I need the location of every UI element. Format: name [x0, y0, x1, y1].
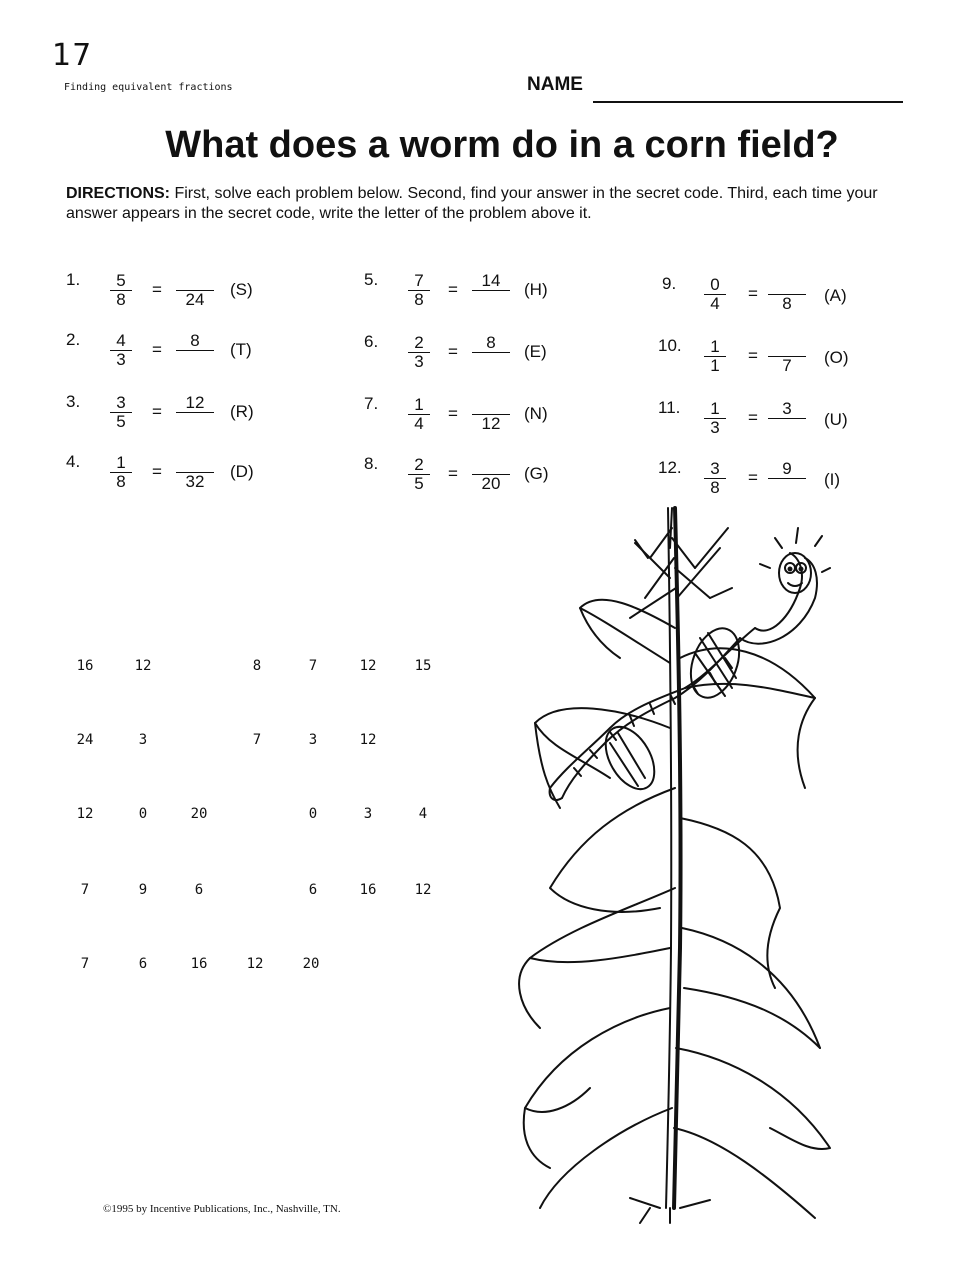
problem-letter: (S): [230, 280, 253, 299]
code-blank[interactable]: [120, 730, 166, 748]
denominator: [472, 353, 510, 371]
denominator: 7: [782, 356, 792, 375]
code-number: 0: [138, 806, 148, 822]
problem-number: 6.: [364, 332, 379, 351]
numerator: 5: [110, 272, 132, 291]
given-fraction: [408, 334, 430, 371]
problem-number: 7.: [364, 394, 379, 413]
code-blank[interactable]: [400, 880, 446, 898]
code-blank[interactable]: [290, 804, 336, 822]
denominator: 12: [481, 414, 501, 433]
problem-number: 8.: [364, 454, 379, 473]
problem-letter: (T): [230, 340, 252, 359]
denominator: 32: [185, 472, 205, 491]
code-blank[interactable]: [120, 656, 166, 674]
equals-sign: =: [748, 284, 758, 303]
problem-letter: (D): [230, 462, 254, 481]
equals-sign: =: [448, 342, 458, 361]
name-input-line[interactable]: [593, 101, 903, 103]
answer-fraction[interactable]: [176, 332, 214, 369]
code-blank[interactable]: [234, 656, 280, 674]
code-blank[interactable]: [62, 804, 108, 822]
code-blank[interactable]: [288, 954, 334, 972]
code-number: 7: [80, 956, 90, 972]
code-number: 6: [138, 956, 148, 972]
problem-number: 11.: [658, 398, 681, 417]
denominator: 5: [414, 474, 424, 493]
given-fraction: [110, 394, 132, 431]
numerator: 1: [704, 400, 726, 419]
equals-sign: =: [152, 340, 162, 359]
code-number: 7: [252, 732, 262, 748]
numerator: 8: [176, 332, 214, 351]
answer-fraction[interactable]: [472, 272, 510, 309]
numerator: 7: [408, 272, 430, 291]
code-blank[interactable]: [120, 954, 166, 972]
denominator: 3: [414, 352, 424, 371]
answer-fraction[interactable]: [768, 338, 806, 375]
code-number: 7: [308, 658, 318, 674]
copyright-notice: ©1995 by Incentive Publications, Inc., Nashville, TN.: [103, 1203, 341, 1215]
answer-fraction[interactable]: [768, 400, 806, 437]
code-number: 3: [363, 806, 373, 822]
given-fraction: [704, 400, 726, 437]
code-blank[interactable]: [345, 656, 391, 674]
corn-stalk-illustration: [470, 488, 850, 1228]
problem-number: 3.: [66, 392, 81, 411]
numerator: 4: [110, 332, 132, 351]
code-number: 9: [138, 882, 148, 898]
page-title: What does a worm do in a corn field?: [165, 124, 839, 166]
denominator: 8: [116, 472, 126, 491]
code-blank[interactable]: [345, 880, 391, 898]
numerator: [176, 454, 214, 473]
numerator: 12: [176, 394, 214, 413]
code-number: 16: [76, 658, 94, 674]
code-blank[interactable]: [400, 656, 446, 674]
code-number: 3: [138, 732, 148, 748]
problem-letter: (G): [524, 464, 549, 483]
equals-sign: =: [748, 408, 758, 427]
numerator: 1: [408, 396, 430, 415]
code-blank[interactable]: [290, 656, 336, 674]
given-fraction: [110, 272, 132, 309]
denominator: [472, 291, 510, 309]
numerator: 1: [704, 338, 726, 357]
code-number: 12: [359, 658, 377, 674]
code-blank[interactable]: [345, 804, 391, 822]
code-number: 16: [190, 956, 208, 972]
code-blank[interactable]: [176, 954, 222, 972]
code-blank[interactable]: [120, 804, 166, 822]
given-fraction: [110, 332, 132, 369]
answer-fraction[interactable]: [768, 276, 806, 313]
code-number: 15: [414, 658, 432, 674]
code-number: 12: [414, 882, 432, 898]
denominator: [768, 419, 806, 437]
given-fraction: [408, 396, 430, 433]
denominator: 5: [116, 412, 126, 431]
denominator: 8: [710, 478, 720, 497]
problem-letter: (E): [524, 342, 547, 361]
problem-number: 1.: [66, 270, 81, 289]
numerator: 14: [472, 272, 510, 291]
equals-sign: =: [152, 280, 162, 299]
code-blank[interactable]: [232, 954, 278, 972]
code-blank[interactable]: [290, 730, 336, 748]
equals-sign: =: [152, 402, 162, 421]
numerator: [768, 276, 806, 295]
code-number: 8: [252, 658, 262, 674]
numerator: 8: [472, 334, 510, 353]
name-label: NAME: [527, 74, 583, 95]
code-blank[interactable]: [176, 804, 222, 822]
denominator: 24: [185, 290, 205, 309]
code-blank[interactable]: [62, 954, 108, 972]
code-number: 20: [302, 956, 320, 972]
problem-number: 4.: [66, 452, 81, 471]
answer-fraction[interactable]: [176, 454, 214, 491]
problem-number: 2.: [66, 330, 81, 349]
code-number: 0: [308, 806, 318, 822]
numerator: 2: [408, 334, 430, 353]
denominator: 1: [710, 356, 720, 375]
code-blank[interactable]: [62, 730, 108, 748]
denominator: 8: [414, 290, 424, 309]
denominator: 20: [481, 474, 501, 493]
problem-letter: (A): [824, 286, 847, 305]
answer-fraction[interactable]: [176, 272, 214, 309]
answer-fraction[interactable]: [472, 334, 510, 371]
code-blank[interactable]: [120, 880, 166, 898]
page-number: 17: [52, 38, 93, 73]
numerator: 9: [768, 460, 806, 479]
code-number: 7: [80, 882, 90, 898]
answer-fraction[interactable]: [472, 396, 510, 433]
denominator: 3: [116, 350, 126, 369]
equals-sign: =: [748, 468, 758, 487]
code-number: 12: [134, 658, 152, 674]
numerator: 1: [110, 454, 132, 473]
code-blank[interactable]: [290, 880, 336, 898]
equals-sign: =: [448, 280, 458, 299]
given-fraction: [110, 454, 132, 491]
denominator: 4: [414, 414, 424, 433]
code-blank[interactable]: [400, 804, 446, 822]
given-fraction: [704, 338, 726, 375]
denominator: 8: [782, 294, 792, 313]
numerator: 3: [110, 394, 132, 413]
problem-letter: (O): [824, 348, 849, 367]
numerator: [176, 272, 214, 291]
numerator: 0: [704, 276, 726, 295]
numerator: [472, 456, 510, 475]
problem-number: 5.: [364, 270, 379, 289]
directions-text: First, solve each problem below. Second, find your answer in the secret code. Third, each time your answer appears in the secret code, write the letter of the problem above it.: [66, 185, 878, 222]
code-number: 20: [190, 806, 208, 822]
given-fraction: [704, 276, 726, 313]
problem-letter: (U): [824, 410, 848, 429]
given-fraction: [408, 456, 430, 493]
worksheet-subtitle: Finding equivalent fractions: [64, 82, 233, 93]
problem-letter: (H): [524, 280, 548, 299]
problem-number: 10.: [658, 336, 682, 355]
code-blank[interactable]: [62, 880, 108, 898]
directions-label: DIRECTIONS:: [66, 185, 170, 202]
code-number: 16: [359, 882, 377, 898]
numerator: 3: [768, 400, 806, 419]
problem-letter: (R): [230, 402, 254, 421]
code-number: 12: [359, 732, 377, 748]
code-blank[interactable]: [234, 730, 280, 748]
code-number: 24: [76, 732, 94, 748]
denominator: 3: [710, 418, 720, 437]
numerator: 2: [408, 456, 430, 475]
numerator: 3: [704, 460, 726, 479]
code-number: 6: [308, 882, 318, 898]
code-number: 3: [308, 732, 318, 748]
problem-letter: (N): [524, 404, 548, 423]
numerator: [768, 338, 806, 357]
code-number: 12: [246, 956, 264, 972]
code-blank[interactable]: [62, 656, 108, 674]
equals-sign: =: [448, 464, 458, 483]
equals-sign: =: [152, 462, 162, 481]
denominator: [176, 413, 214, 431]
problem-number: 9.: [662, 274, 677, 293]
denominator: 8: [116, 290, 126, 309]
directions: [66, 184, 916, 224]
equals-sign: =: [448, 404, 458, 423]
equals-sign: =: [748, 346, 758, 365]
given-fraction: [408, 272, 430, 309]
denominator: 4: [710, 294, 720, 313]
code-blank[interactable]: [176, 880, 222, 898]
code-number: 6: [194, 882, 204, 898]
denominator: [176, 351, 214, 369]
problem-number: 12.: [658, 458, 682, 477]
numerator: [472, 396, 510, 415]
answer-fraction[interactable]: [176, 394, 214, 431]
code-number: 4: [418, 806, 428, 822]
code-number: 12: [76, 806, 94, 822]
problem-letter: (I): [824, 470, 841, 489]
code-blank[interactable]: [345, 730, 391, 748]
